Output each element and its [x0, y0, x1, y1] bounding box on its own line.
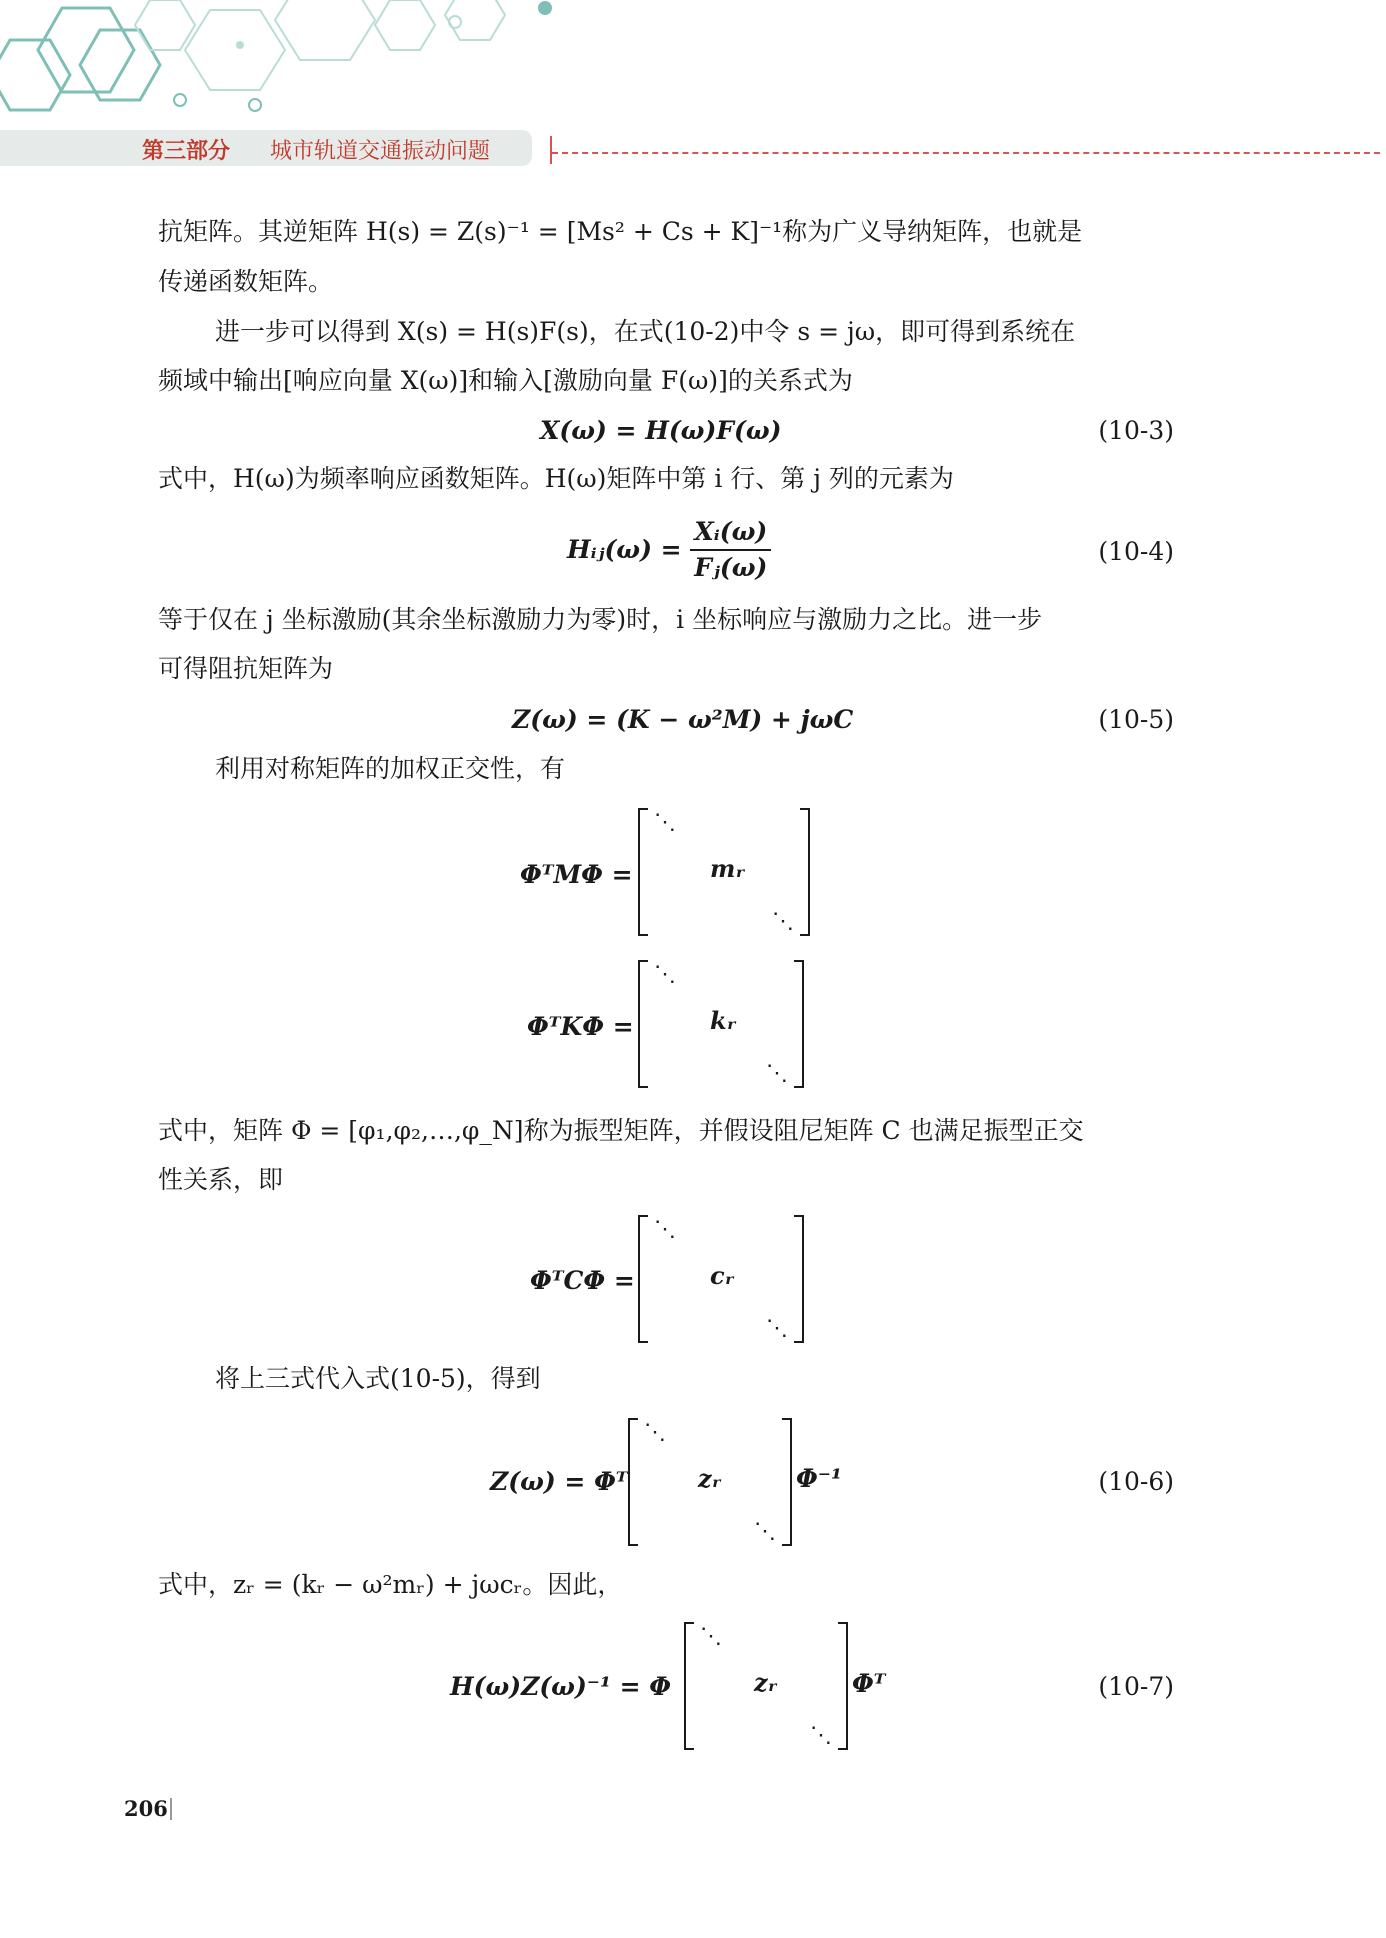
equation-number: (10-6) — [1098, 1467, 1174, 1496]
page-number: 206 — [124, 1796, 168, 1821]
matrix-m-lhs: ΦᵀMΦ = — [520, 860, 633, 889]
left-bracket — [638, 808, 648, 936]
fraction-numerator: Xᵢ(ω) — [690, 515, 771, 551]
diagonal-element: zᵣ — [698, 1464, 722, 1493]
diagonal-dots: ⋱ — [772, 909, 794, 934]
equation-10-5: Z(ω) = (K − ω²M) + jωC — [512, 705, 854, 734]
diagonal-element: zᵣ — [754, 1668, 778, 1697]
diagonal-dots: ⋱ — [654, 810, 676, 835]
diagonal-element: cᵣ — [710, 1261, 735, 1290]
part-title: 城市轨道交通振动问题 — [270, 139, 491, 164]
equation-number: (10-3) — [1098, 416, 1174, 445]
paragraph-line: 可得阻抗矩阵为 — [158, 654, 334, 683]
diagonal-matrix-c — [638, 1215, 804, 1343]
diagonal-dots: ⋱ — [700, 1624, 722, 1649]
paragraph-line: 等于仅在 j 坐标激励(其余坐标激励力为零)时，i 坐标响应与激励力之比。进一步 — [158, 605, 1043, 634]
right-bracket — [794, 1215, 804, 1343]
hexagon-decoration — [0, 0, 660, 135]
equation-10-7-lhs: H(ω)Z(ω)⁻¹ = Φ — [450, 1672, 672, 1701]
left-bracket — [628, 1418, 638, 1546]
equation-10-3: X(ω) = H(ω)F(ω) — [540, 416, 782, 445]
diagonal-dots: ⋱ — [644, 1420, 666, 1445]
right-bracket — [838, 1622, 848, 1750]
diagonal-matrix-z — [684, 1622, 848, 1750]
equation-10-7-rhs: Φᵀ — [852, 1669, 886, 1698]
equation-number: (10-5) — [1098, 705, 1174, 734]
diagonal-dots: ⋱ — [810, 1723, 832, 1748]
header-divider — [550, 136, 552, 164]
equation-10-6-lhs: Z(ω) = Φᵀ — [490, 1467, 628, 1496]
diagonal-dots: ⋱ — [766, 1316, 788, 1341]
matrix-c-lhs: ΦᵀCΦ = — [530, 1266, 635, 1295]
paragraph-line: 频域中输出[响应向量 X(ω)]和输入[激励向量 F(ω)]的关系式为 — [158, 366, 853, 395]
paragraph-line: 将上三式代入式(10-5)，得到 — [215, 1364, 541, 1393]
diagonal-matrix-z — [628, 1418, 792, 1546]
paragraph-line: 利用对称矩阵的加权正交性，有 — [215, 754, 566, 783]
equation-lhs: Hᵢⱼ(ω) = — [567, 535, 682, 564]
page-number-divider — [170, 1798, 172, 1820]
fraction — [690, 515, 771, 585]
diagonal-dots: ⋱ — [654, 962, 676, 987]
equation-10-4 — [567, 515, 771, 585]
right-bracket — [800, 808, 810, 936]
diagonal-element: kᵣ — [710, 1006, 737, 1035]
diagonal-matrix-k — [638, 960, 804, 1088]
paragraph-line: 性关系，即 — [158, 1165, 284, 1194]
paragraph-line: 传递函数矩阵。 — [158, 267, 334, 296]
diagonal-matrix-m — [638, 808, 810, 936]
left-bracket — [684, 1622, 694, 1750]
paragraph-line: 抗矩阵。其逆矩阵 H(s) = Z(s)⁻¹ = [Ms² + Cs + K]⁻¹称为广义导纳矩阵，也就是 — [158, 217, 1083, 246]
equation-number: (10-4) — [1098, 537, 1174, 566]
paragraph-line: 式中，H(ω)为频率响应函数矩阵。H(ω)矩阵中第 i 行、第 j 列的元素为 — [158, 464, 954, 493]
diagonal-dots: ⋱ — [654, 1217, 676, 1242]
left-bracket — [638, 1215, 648, 1343]
matrix-k-lhs: ΦᵀKΦ = — [527, 1012, 634, 1041]
equation-10-6-rhs: Φ⁻¹ — [796, 1464, 842, 1493]
left-bracket — [638, 960, 648, 1088]
paragraph-line: 进一步可以得到 X(s) = H(s)F(s)，在式(10-2)中令 s = jω，即可得到系统在 — [215, 317, 1076, 346]
diagonal-element: mᵣ — [710, 854, 746, 883]
right-bracket — [782, 1418, 792, 1546]
paragraph-line: 式中，矩阵 Φ = [φ₁,φ₂,…,φ_N]称为振型矩阵，并假设阻尼矩阵 C 也满足振型正交 — [158, 1116, 1084, 1145]
header-dashed-rule — [552, 152, 1380, 154]
paragraph-line: 式中，zᵣ = (kᵣ − ω²mᵣ) + jωcᵣ。因此， — [158, 1570, 623, 1599]
part-label: 第三部分 — [142, 139, 231, 164]
diagonal-dots: ⋱ — [754, 1519, 776, 1544]
right-bracket — [794, 960, 804, 1088]
diagonal-dots: ⋱ — [766, 1061, 788, 1086]
equation-number: (10-7) — [1098, 1672, 1174, 1701]
fraction-denominator: Fⱼ(ω) — [694, 553, 768, 582]
